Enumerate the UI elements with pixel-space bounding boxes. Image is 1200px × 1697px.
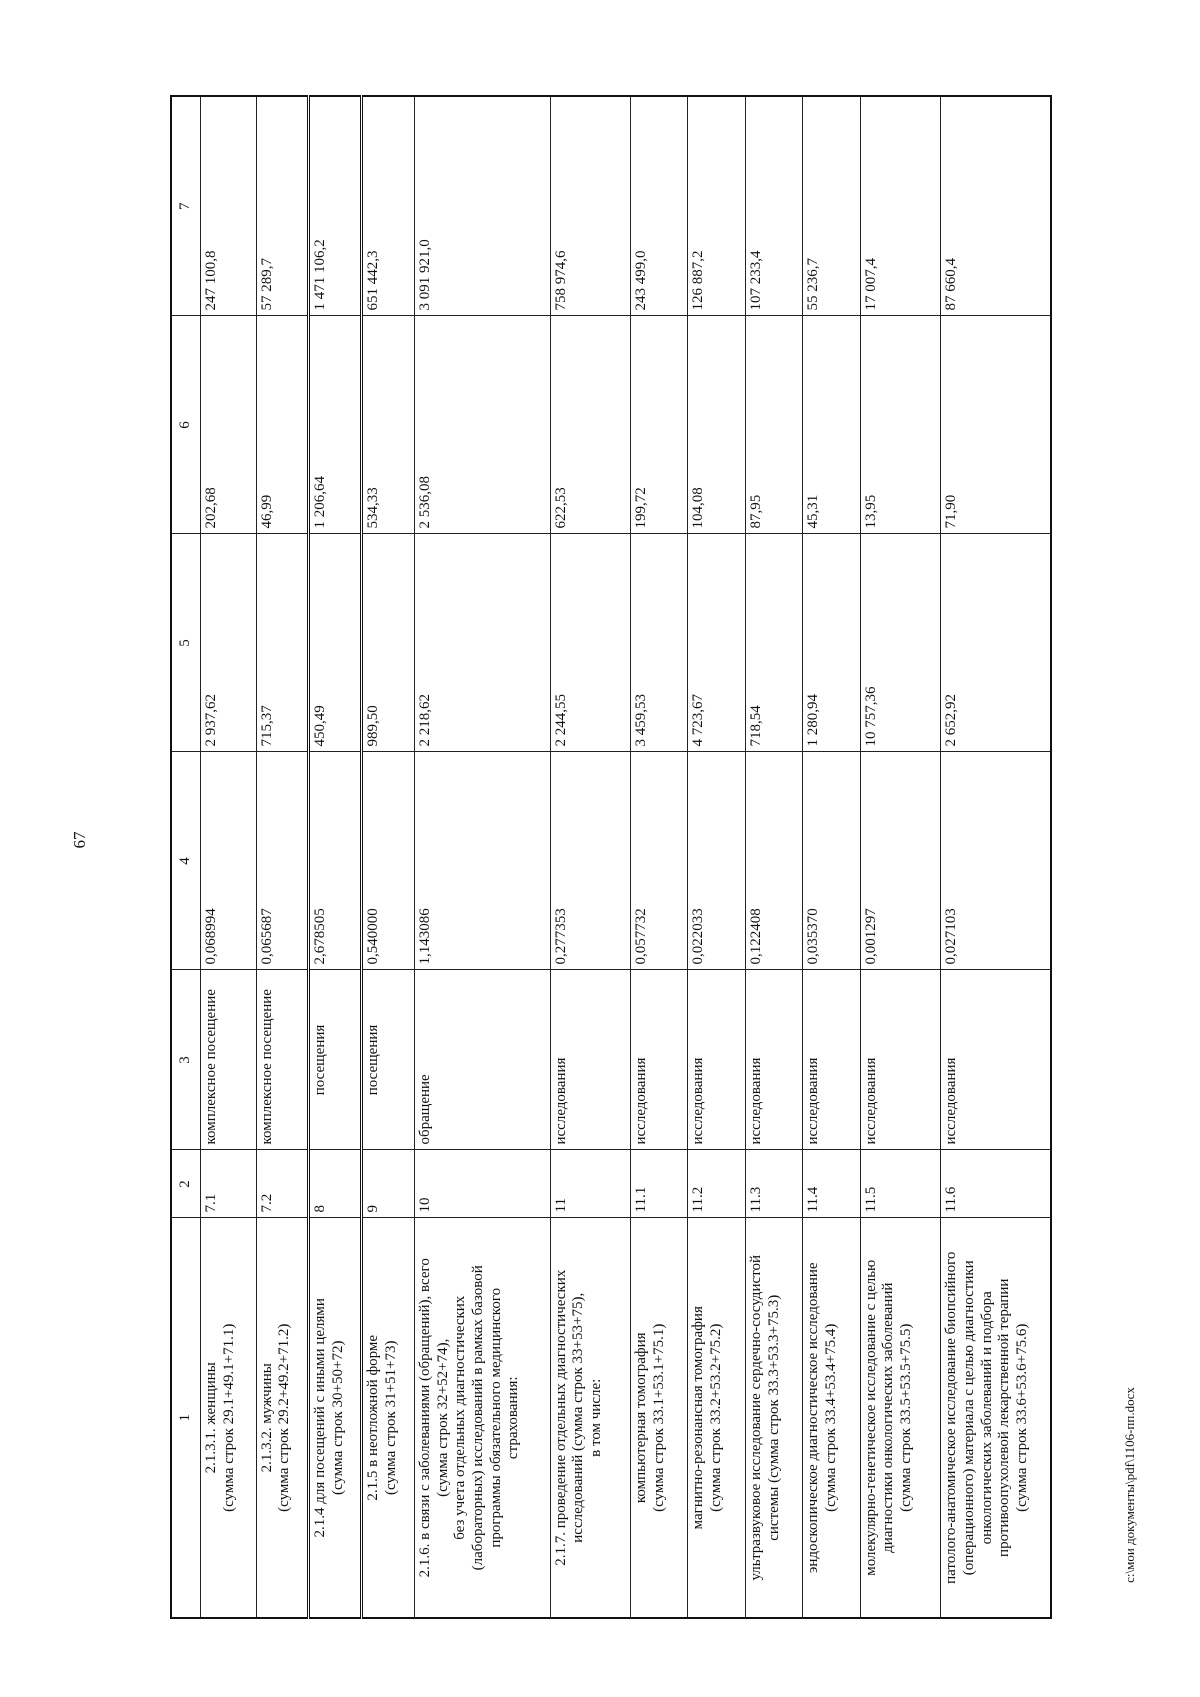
row-col4-cell: 0,122408 xyxy=(745,752,802,970)
page-number: 67 xyxy=(70,831,89,849)
table-row xyxy=(688,96,745,1618)
row-name-cell xyxy=(688,1218,745,1618)
row-col7-cell: 243 499,0 xyxy=(631,96,688,316)
table-row xyxy=(256,96,309,1618)
row-col7-cell: 107 233,4 xyxy=(745,96,802,316)
row-name-cell xyxy=(362,1218,415,1618)
table-rotated-wrapper xyxy=(170,97,1052,1619)
column-header: 6 xyxy=(171,316,201,534)
row-name-line: (сумма строк 33.5+53.5+75.5) xyxy=(898,1323,915,1512)
row-col7-cell: 1 471 106,2 xyxy=(309,96,362,316)
row-col5-cell: 10 757,36 xyxy=(860,534,940,752)
row-name-line: молекулярно-генетическое исследование с целью xyxy=(862,1259,879,1576)
row-col7-cell: 55 236,7 xyxy=(803,96,860,316)
row-code-cell: 11.5 xyxy=(860,1150,940,1218)
row-code-cell: 11.3 xyxy=(745,1150,802,1218)
row-col4-cell: 0,022033 xyxy=(688,752,745,970)
table-row xyxy=(860,96,940,1618)
row-name-line: ультразвуковое исследование сердечно-сосудистой xyxy=(747,1254,764,1581)
row-name-line: 2.1.4 для посещений с иными целями xyxy=(312,1298,329,1538)
row-col5-cell: 450,49 xyxy=(309,534,362,752)
row-col5-cell: 2 937,62 xyxy=(201,534,256,752)
row-col6-cell: 46,99 xyxy=(256,316,309,534)
column-header: 3 xyxy=(171,970,201,1150)
row-col4-cell: 0,035370 xyxy=(803,752,860,970)
row-name-line: противоопухолевой лекарственной терапии xyxy=(996,1278,1013,1557)
row-unit-cell: посещения xyxy=(362,970,415,1150)
row-unit-cell: исследования xyxy=(803,970,860,1150)
row-code-cell: 10 xyxy=(415,1150,551,1218)
row-col5-cell: 2 218,62 xyxy=(415,534,551,752)
row-unit-cell: комплексное посещение xyxy=(256,970,309,1150)
row-name-line: 2.1.3.1. женщины xyxy=(203,1362,220,1474)
row-name-cell xyxy=(550,1218,630,1618)
row-name-line: (сумма строк 33.4+53.4+75.4) xyxy=(823,1323,839,1512)
row-name-cell xyxy=(631,1218,688,1618)
row-name-line: системы (сумма строк 33.3+53.3+75.3) xyxy=(765,1294,782,1541)
row-col4-cell: 2,678505 xyxy=(309,752,362,970)
row-col6-cell: 534,33 xyxy=(362,316,415,534)
row-name-line: патолого-анатомическое исследование биопсийного xyxy=(943,1251,960,1584)
row-col4-cell: 0,540000 xyxy=(362,752,415,970)
row-unit-cell: исследования xyxy=(550,970,630,1150)
row-name-line: компьютерная томография xyxy=(633,1332,649,1504)
row-col7-cell: 3 091 921,0 xyxy=(415,96,551,316)
row-col7-cell: 758 974,6 xyxy=(550,96,630,316)
row-col7-cell: 17 007,4 xyxy=(860,96,940,316)
row-col4-cell: 1,143086 xyxy=(415,752,551,970)
row-col5-cell: 4 723,67 xyxy=(688,534,745,752)
row-code-cell: 9 xyxy=(362,1150,415,1218)
row-name-line: без учета отдельных диагностических xyxy=(452,1295,469,1540)
table-row xyxy=(745,96,802,1618)
row-name-cell xyxy=(201,1218,256,1618)
column-header: 5 xyxy=(171,534,201,752)
row-code-cell: 7.2 xyxy=(256,1150,309,1218)
row-name-line: исследований (сумма строк 33+53+75), xyxy=(570,1292,587,1543)
column-header: 1 xyxy=(171,1218,201,1618)
row-unit-cell: комплексное посещение xyxy=(201,970,256,1150)
row-unit-cell: исследования xyxy=(631,970,688,1150)
table-row xyxy=(201,96,256,1618)
row-code-cell: 11.6 xyxy=(941,1150,1051,1218)
row-col6-cell: 87,95 xyxy=(745,316,802,534)
row-col6-cell: 2 536,08 xyxy=(415,316,551,534)
row-name-cell xyxy=(745,1218,802,1618)
row-name-cell xyxy=(941,1218,1051,1618)
row-name-line: онкологических заболеваний и подбора xyxy=(978,1291,995,1545)
table-row xyxy=(309,96,362,1618)
row-code-cell: 7.1 xyxy=(201,1150,256,1218)
table-row xyxy=(415,96,551,1618)
row-name-line: (сумма строк 33.6+53.6+75.6) xyxy=(1013,1323,1030,1512)
row-name-cell xyxy=(256,1218,309,1618)
row-name-line: 2.1.5 в неотложной форме xyxy=(365,1334,382,1501)
row-name-line: страхования: xyxy=(505,1376,522,1460)
row-col7-cell: 126 887,2 xyxy=(688,96,745,316)
row-name-line: (операционного) материала с целью диагностики xyxy=(960,1260,977,1576)
row-code-cell: 11.1 xyxy=(631,1150,688,1218)
row-col4-cell: 0,001297 xyxy=(860,752,940,970)
column-header: 2 xyxy=(171,1150,201,1218)
row-name-line: в том числе: xyxy=(587,1378,604,1457)
row-code-cell: 8 xyxy=(309,1150,362,1218)
table-row xyxy=(631,96,688,1618)
row-code-cell: 11 xyxy=(550,1150,630,1218)
row-col7-cell: 57 289,7 xyxy=(256,96,309,316)
row-name-line: магнитно-резонансная томография xyxy=(690,1306,707,1530)
row-col6-cell: 45,31 xyxy=(803,316,860,534)
row-col4-cell: 0,065687 xyxy=(256,752,309,970)
row-col4-cell: 0,057732 xyxy=(631,752,688,970)
row-name-line: (сумма строк 31+51+73) xyxy=(382,1340,399,1495)
row-name-cell xyxy=(803,1218,860,1618)
row-col5-cell: 2 652,92 xyxy=(941,534,1051,752)
row-col6-cell: 104,08 xyxy=(688,316,745,534)
row-col6-cell: 199,72 xyxy=(631,316,688,534)
row-name-line: эндоскопическое диагностическое исследование xyxy=(805,1262,822,1574)
row-unit-cell: обращение xyxy=(415,970,551,1150)
row-unit-cell: исследования xyxy=(688,970,745,1150)
file-path: c:\мои документы\pdf\1106-пп.docx xyxy=(1122,1387,1137,1583)
row-name-line: 2.1.6. в связи с заболеваниями (обращений), всего xyxy=(417,1258,434,1578)
row-col6-cell: 13,95 xyxy=(860,316,940,534)
row-col6-cell: 202,68 xyxy=(201,316,256,534)
table-row xyxy=(550,96,630,1618)
row-col4-cell: 0,068994 xyxy=(201,752,256,970)
column-header: 4 xyxy=(171,752,201,970)
row-name-line: программы обязательного медицинского xyxy=(487,1287,504,1548)
row-unit-cell: исследования xyxy=(745,970,802,1150)
table-row xyxy=(803,96,860,1618)
row-name-line: (лабораторных) исследований в рамках базовой xyxy=(470,1265,487,1571)
row-name-line: 2.1.3.2. мужчины xyxy=(258,1363,275,1473)
row-name-line: (сумма строк 33.1+53.1+75.1) xyxy=(650,1323,667,1512)
row-col6-cell: 1 206,64 xyxy=(309,316,362,534)
data-table xyxy=(170,95,1052,1619)
row-name-line: диагностики онкологических заболеваний xyxy=(880,1282,897,1553)
row-name-line: (сумма строк 29.2+49.2+71.2) xyxy=(276,1323,293,1512)
row-col7-cell: 247 100,8 xyxy=(201,96,256,316)
row-unit-cell: исследования xyxy=(941,970,1051,1150)
row-name-line: 2.1.7. проведение отдельных диагностических xyxy=(552,1269,569,1566)
row-code-cell: 11.2 xyxy=(688,1150,745,1218)
row-name-line: (сумма строк 30+50+72) xyxy=(330,1340,347,1495)
row-name-cell xyxy=(309,1218,362,1618)
row-col7-cell: 87 660,4 xyxy=(941,96,1051,316)
row-name-cell xyxy=(415,1218,551,1618)
row-code-cell: 11.4 xyxy=(803,1150,860,1218)
row-col4-cell: 0,027103 xyxy=(941,752,1051,970)
row-col5-cell: 2 244,55 xyxy=(550,534,630,752)
row-unit-cell: исследования xyxy=(860,970,940,1150)
row-name-line: (сумма строк 33.2+53.2+75.2) xyxy=(708,1323,725,1512)
row-unit-cell: посещения xyxy=(309,970,362,1150)
row-col5-cell: 989,50 xyxy=(362,534,415,752)
row-col5-cell: 3 459,53 xyxy=(631,534,688,752)
row-col6-cell: 622,53 xyxy=(550,316,630,534)
row-col5-cell: 715,37 xyxy=(256,534,309,752)
row-col7-cell: 651 442,3 xyxy=(362,96,415,316)
row-col5-cell: 718,54 xyxy=(745,534,802,752)
row-col6-cell: 71,90 xyxy=(941,316,1051,534)
table-row xyxy=(362,96,415,1618)
row-name-cell xyxy=(860,1218,940,1618)
row-name-line: (сумма строк 29.1+49.1+71.1) xyxy=(221,1323,238,1512)
row-col5-cell: 1 280,94 xyxy=(803,534,860,752)
row-name-line: (сумма строк 32+52+74), xyxy=(434,1338,451,1497)
table-row xyxy=(941,96,1051,1618)
column-header: 7 xyxy=(171,96,201,316)
row-col4-cell: 0,277353 xyxy=(550,752,630,970)
header-row xyxy=(171,96,201,1618)
